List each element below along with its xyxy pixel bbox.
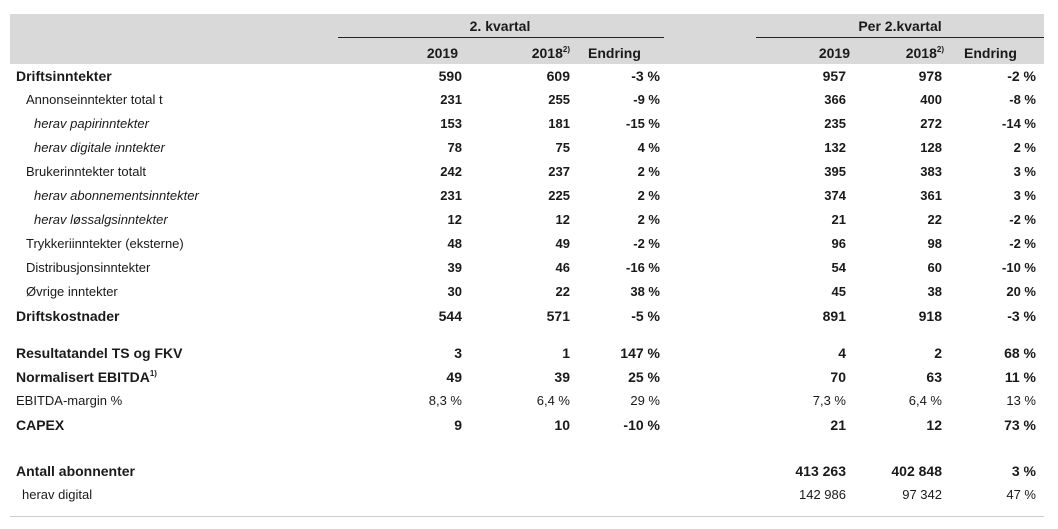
cell-p18: 2	[934, 345, 942, 361]
row-label: Resultatandel TS og FKV	[16, 345, 183, 361]
cell-p19: 891	[822, 308, 846, 324]
col-header-ytd-2018: 2018$^{2)}$	[905, 45, 944, 61]
table-row	[0, 459, 1058, 483]
row-label: herav løssalgsinntekter	[34, 212, 168, 227]
cell-p19: 4	[838, 345, 846, 361]
cell-q18: 225	[548, 188, 570, 203]
cell-p18: 98	[927, 236, 942, 251]
cell-q18: 49	[555, 236, 570, 251]
cell-p18: 38	[927, 284, 942, 299]
cell-pe: 20 %	[1006, 284, 1036, 299]
cell-q18: 39	[554, 369, 570, 385]
cell-q19: 231	[440, 188, 462, 203]
cell-q18: 571	[546, 308, 570, 324]
cell-q18: 6,4 %	[536, 393, 570, 408]
cell-p18: 97 342	[902, 487, 942, 502]
table-row	[0, 256, 1058, 280]
bottom-rule	[10, 516, 1044, 517]
row-label: Driftskostnader	[16, 308, 120, 324]
cell-q18: 237	[548, 164, 570, 179]
cell-qe: -5 %	[631, 308, 660, 324]
cell-q19: 78	[447, 140, 462, 155]
row-label: Brukerinntekter totalt	[26, 164, 146, 179]
table-row	[0, 341, 1058, 365]
row-label: CAPEX	[16, 417, 65, 433]
cell-p18: 12	[926, 417, 942, 433]
cell-q19: 544	[438, 308, 462, 324]
cell-qe: 2 %	[637, 212, 660, 227]
cell-p18: 978	[918, 68, 942, 84]
row-label: herav digitale inntekter	[34, 140, 165, 155]
table-row	[0, 483, 1058, 507]
row-label: EBITDA-margin %	[16, 393, 123, 408]
table-row	[0, 365, 1058, 389]
cell-qe: -9 %	[633, 92, 660, 107]
row-label: Antall abonnenter	[16, 463, 136, 479]
cell-qe: 2 %	[637, 164, 660, 179]
cell-q18: 75	[555, 140, 570, 155]
cell-qe: -16 %	[626, 260, 660, 275]
cell-p18: 128	[920, 140, 942, 155]
cell-p19: 142 986	[799, 487, 846, 502]
cell-p18: 918	[918, 308, 942, 324]
cell-pe: 73 %	[1004, 417, 1036, 433]
cell-q19: 242	[440, 164, 462, 179]
cell-q19: 48	[447, 236, 462, 251]
row-label: herav digital	[22, 487, 93, 502]
cell-p18: 63	[926, 369, 942, 385]
cell-pe: 3 %	[1011, 463, 1036, 479]
table-row	[0, 280, 1058, 304]
cell-q19: 3	[454, 345, 462, 361]
cell-q18: 10	[554, 417, 570, 433]
table-row	[0, 88, 1058, 112]
cell-q19: 12	[447, 212, 462, 227]
cell-p19: 374	[824, 188, 846, 203]
cell-qe: 29 %	[630, 393, 660, 408]
table-row	[0, 389, 1058, 413]
table-row	[0, 304, 1058, 328]
table-row	[0, 64, 1058, 88]
cell-q19: 590	[438, 68, 462, 84]
cell-q18: 1	[562, 345, 570, 361]
cell-pe: -2 %	[1007, 68, 1036, 84]
cell-q19: 153	[440, 116, 462, 131]
cell-p19: 235	[824, 116, 846, 131]
cell-p18: 361	[920, 188, 942, 203]
cell-p18: 400	[920, 92, 942, 107]
cell-pe: 68 %	[1004, 345, 1036, 361]
cell-pe: 11 %	[1004, 369, 1036, 385]
cell-qe: 4 %	[637, 140, 660, 155]
table-row	[0, 232, 1058, 256]
cell-p19: 70	[830, 369, 846, 385]
table-row	[0, 208, 1058, 232]
cell-p19: 96	[831, 236, 846, 251]
col-header-ytd-2019: 2019	[818, 45, 850, 61]
cell-p18: 6,4 %	[908, 393, 942, 408]
cell-p18: 22	[927, 212, 942, 227]
cell-q19: 9	[454, 417, 462, 433]
cell-p19: 395	[824, 164, 846, 179]
cell-pe: 3 %	[1013, 188, 1036, 203]
cell-qe: 38 %	[630, 284, 660, 299]
group-rule-ytd	[756, 37, 1044, 38]
cell-pe: -8 %	[1009, 92, 1036, 107]
cell-pe: 2 %	[1013, 140, 1036, 155]
row-label: herav abonnementsinntekter	[34, 188, 199, 203]
cell-pe: 13 %	[1006, 393, 1036, 408]
cell-q19: 30	[447, 284, 462, 299]
row-label: herav papirinntekter	[34, 116, 149, 131]
cell-pe: -2 %	[1009, 212, 1036, 227]
cell-q19: 231	[440, 92, 462, 107]
cell-q18: 181	[548, 116, 570, 131]
cell-p19: 21	[830, 417, 846, 433]
cell-pe: 3 %	[1013, 164, 1036, 179]
cell-qe: 147 %	[620, 345, 660, 361]
col-header-q-endring: Endring	[588, 45, 641, 61]
cell-qe: 25 %	[628, 369, 660, 385]
cell-p19: 45	[831, 284, 846, 299]
cell-q19: 8,3 %	[428, 393, 462, 408]
table-row	[0, 160, 1058, 184]
row-label: Øvrige inntekter	[26, 284, 118, 299]
cell-p19: 132	[824, 140, 846, 155]
table-row	[0, 413, 1058, 437]
cell-q18: 255	[548, 92, 570, 107]
cell-p18: 383	[920, 164, 942, 179]
cell-p19: 366	[824, 92, 846, 107]
cell-q18: 46	[555, 260, 570, 275]
cell-q18: 12	[555, 212, 570, 227]
row-label: Trykkeriinntekter (eksterne)	[26, 236, 184, 251]
cell-p19: 21	[831, 212, 846, 227]
col-header-q-2019: 2019	[426, 45, 458, 61]
cell-pe: 47 %	[1006, 487, 1036, 502]
col-header-q-2018: 2018$^{2)}$	[531, 45, 570, 61]
cell-p19: 54	[831, 260, 846, 275]
cell-qe: -2 %	[633, 236, 660, 251]
cell-p18: 272	[920, 116, 942, 131]
cell-qe: 2 %	[637, 188, 660, 203]
cell-q18: 609	[546, 68, 570, 84]
row-label: Driftsinntekter	[16, 68, 112, 84]
cell-q19: 49	[446, 369, 462, 385]
group-rule-q2	[338, 37, 664, 38]
cell-p18: 402 848	[891, 463, 942, 479]
cell-qe: -10 %	[623, 417, 660, 433]
group-header-ytd: Per 2.kvartal	[858, 18, 942, 34]
cell-p18: 60	[927, 260, 942, 275]
cell-pe: -14 %	[1002, 116, 1036, 131]
col-header-ytd-endring: Endring	[964, 45, 1017, 61]
table-row	[0, 184, 1058, 208]
cell-p19: 957	[822, 68, 846, 84]
cell-pe: -2 %	[1009, 236, 1036, 251]
row-label: Normalisert EBITDA$^{1)}$	[16, 369, 157, 385]
table-row	[0, 112, 1058, 136]
cell-p19: 7,3 %	[812, 393, 846, 408]
cell-q18: 22	[555, 284, 570, 299]
cell-qe: -3 %	[631, 68, 660, 84]
cell-pe: -3 %	[1007, 308, 1036, 324]
group-header-q2: 2. kvartal	[469, 18, 531, 34]
row-label: Distribusjonsinntekter	[26, 260, 151, 275]
cell-pe: -10 %	[1002, 260, 1036, 275]
table-row	[0, 136, 1058, 160]
cell-qe: -15 %	[626, 116, 660, 131]
cell-p19: 413 263	[795, 463, 846, 479]
cell-q19: 39	[447, 260, 462, 275]
row-label: Annonseinntekter total t	[26, 92, 163, 107]
